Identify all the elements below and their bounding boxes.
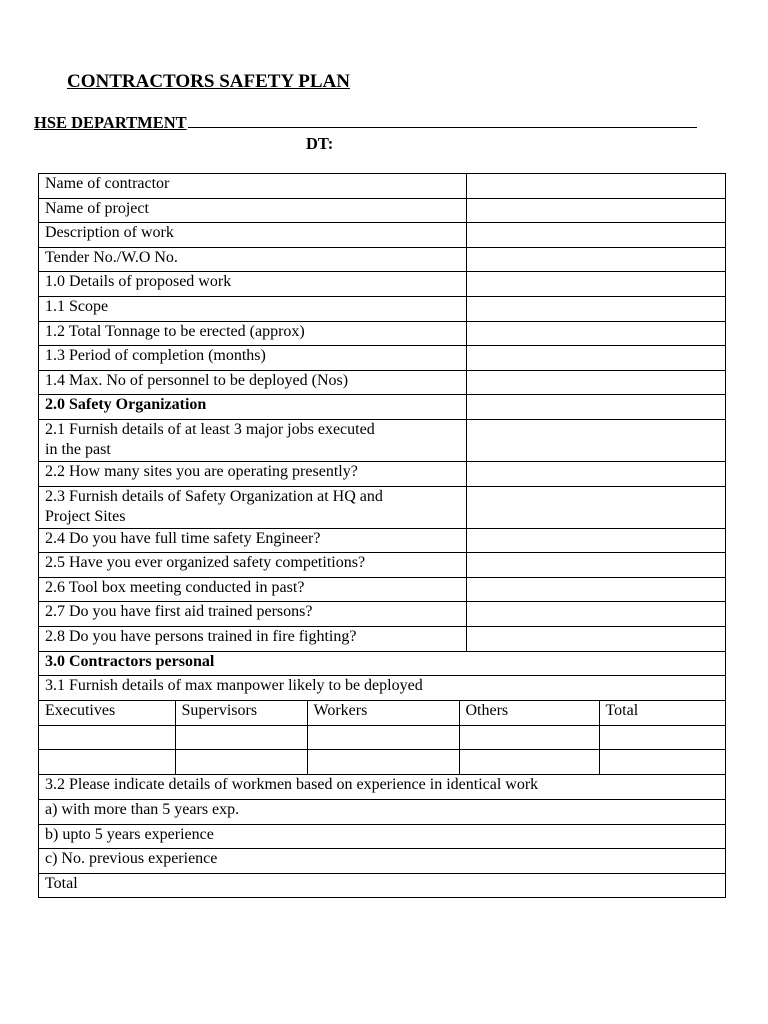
experience-item: Total	[39, 873, 726, 898]
row-label: 1.1 Scope	[39, 296, 467, 321]
form-row-personnel	[39, 370, 726, 395]
row-value-field[interactable]	[467, 602, 726, 627]
manpower-cell[interactable]	[175, 725, 307, 750]
row-value-field[interactable]	[467, 321, 726, 346]
form-row-safety-organization	[39, 486, 726, 528]
experience-row	[39, 873, 726, 898]
form-row-period	[39, 346, 726, 371]
row-value-field[interactable]	[467, 577, 726, 602]
row-label: 2.3 Furnish details of Safety Organization at HQ and Project Sites	[39, 486, 467, 528]
row-label: 2.8 Do you have persons trained in fire fighting?	[39, 626, 467, 651]
column-header-others: Others	[459, 701, 599, 726]
manpower-cell[interactable]	[459, 750, 599, 775]
manpower-row	[39, 725, 725, 750]
row-value-field[interactable]	[467, 528, 726, 553]
experience-label: 3.2 Please indicate details of workmen based on experience in identical work	[39, 775, 726, 800]
row-label: 2.1 Furnish details of at least 3 major jobs executed in the past	[39, 419, 467, 461]
row-label: Name of project	[39, 198, 467, 223]
form-row-sites	[39, 461, 726, 486]
row-value-field[interactable]	[467, 553, 726, 578]
form-row-proposed-work	[39, 272, 726, 297]
row-value-field[interactable]	[467, 272, 726, 297]
department-underline	[188, 113, 697, 128]
manpower-cell[interactable]	[39, 750, 175, 775]
row-label: 2.7 Do you have first aid trained persons?	[39, 602, 467, 627]
row-value-field[interactable]	[467, 461, 726, 486]
section-heading: 2.0 Safety Organization	[39, 395, 467, 420]
experience-row	[39, 849, 726, 874]
row-label: 1.4 Max. No of personnel to be deployed (Nos)	[39, 370, 467, 395]
section-heading: 3.0 Contractors personal	[39, 651, 726, 676]
manpower-label: 3.1 Furnish details of max manpower likely to be deployed	[39, 676, 726, 701]
row-label: 2.5 Have you ever organized safety competitions?	[39, 553, 467, 578]
manpower-cell[interactable]	[599, 750, 725, 775]
column-header-workers: Workers	[307, 701, 459, 726]
manpower-grid-row	[39, 700, 726, 775]
column-header-supervisors: Supervisors	[175, 701, 307, 726]
form-row-contractor	[39, 174, 726, 199]
form-row-first-aid	[39, 602, 726, 627]
safety-plan-form	[38, 173, 726, 898]
manpower-grid	[39, 701, 725, 775]
form-row-tonnage	[39, 321, 726, 346]
experience-row	[39, 800, 726, 825]
row-label: 2.4 Do you have full time safety Engineer?	[39, 528, 467, 553]
section-heading-contractors-personal	[39, 651, 726, 676]
experience-item: b) upto 5 years experience	[39, 824, 726, 849]
manpower-cell[interactable]	[599, 725, 725, 750]
row-value-field[interactable]	[467, 395, 726, 420]
row-label: Description of work	[39, 223, 467, 248]
column-header-executives: Executives	[39, 701, 175, 726]
form-row-major-jobs	[39, 419, 726, 461]
manpower-header-row	[39, 701, 725, 726]
manpower-cell[interactable]	[459, 725, 599, 750]
row-value-field[interactable]	[467, 174, 726, 199]
row-label: 1.3 Period of completion (months)	[39, 346, 467, 371]
row-value-field[interactable]	[467, 626, 726, 651]
manpower-cell[interactable]	[175, 750, 307, 775]
manpower-cell[interactable]	[307, 750, 459, 775]
manpower-row	[39, 750, 725, 775]
row-value-field[interactable]	[467, 296, 726, 321]
row-label: 2.6 Tool box meeting conducted in past?	[39, 577, 467, 602]
form-row-safety-engineer	[39, 528, 726, 553]
manpower-grid-wrapper	[39, 700, 726, 775]
department-line	[34, 113, 697, 133]
form-row-project	[39, 198, 726, 223]
section-heading-safety-organization	[39, 395, 726, 420]
column-header-total: Total	[599, 701, 725, 726]
experience-item: a) with more than 5 years exp.	[39, 800, 726, 825]
row-value-field[interactable]	[467, 486, 726, 528]
form-row-fire-fighting	[39, 626, 726, 651]
manpower-cell[interactable]	[39, 725, 175, 750]
manpower-label-row	[39, 676, 726, 701]
experience-item: c) No. previous experience	[39, 849, 726, 874]
row-value-field[interactable]	[467, 247, 726, 272]
document-title: CONTRACTORS SAFETY PLAN	[67, 71, 350, 92]
row-value-field[interactable]	[467, 370, 726, 395]
form-row-description	[39, 223, 726, 248]
form-row-scope	[39, 296, 726, 321]
experience-row	[39, 824, 726, 849]
row-label: 2.2 How many sites you are operating presently?	[39, 461, 467, 486]
row-label: 1.2 Total Tonnage to be erected (approx)	[39, 321, 467, 346]
row-value-field[interactable]	[467, 223, 726, 248]
row-label: Name of contractor	[39, 174, 467, 199]
row-value-field[interactable]	[467, 346, 726, 371]
experience-label-row	[39, 775, 726, 800]
row-label: Tender No./W.O No.	[39, 247, 467, 272]
form-row-toolbox	[39, 577, 726, 602]
form-row-tender	[39, 247, 726, 272]
row-label: 1.0 Details of proposed work	[39, 272, 467, 297]
row-value-field[interactable]	[467, 198, 726, 223]
manpower-cell[interactable]	[307, 725, 459, 750]
department-label: HSE DEPARTMENT	[34, 113, 187, 132]
date-label: DT:	[306, 134, 334, 153]
form-row-competitions	[39, 553, 726, 578]
row-value-field[interactable]	[467, 419, 726, 461]
